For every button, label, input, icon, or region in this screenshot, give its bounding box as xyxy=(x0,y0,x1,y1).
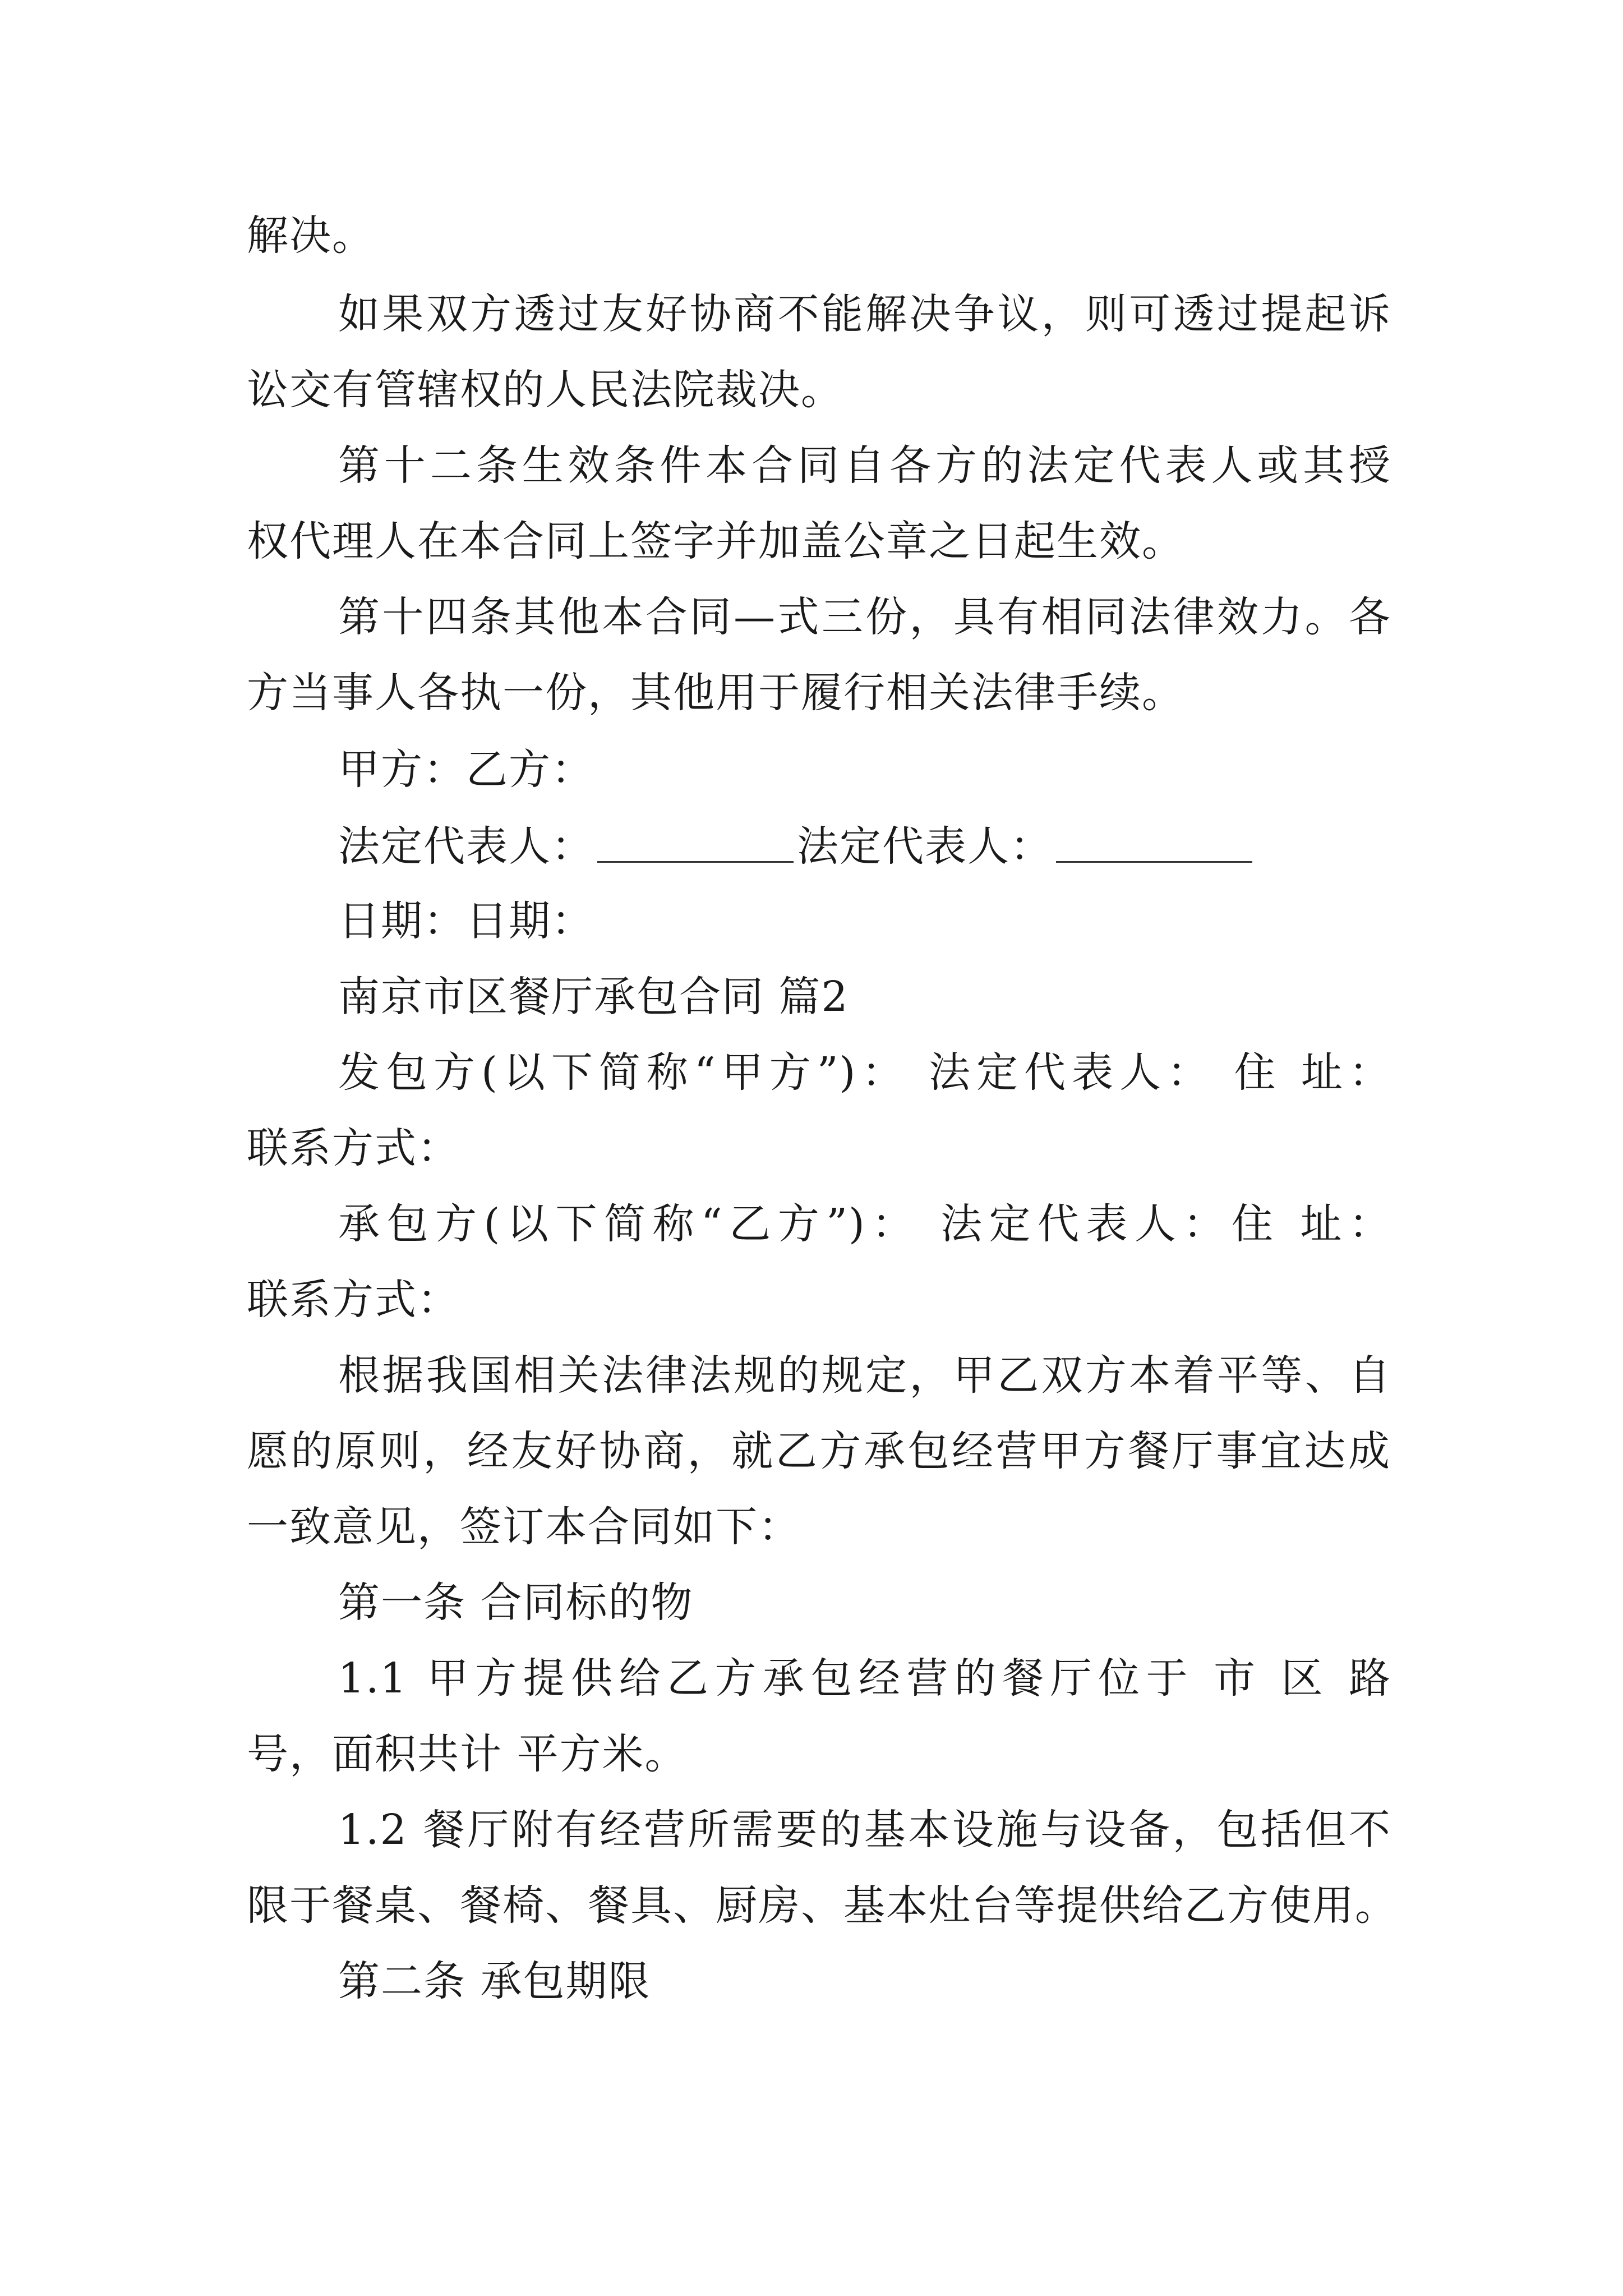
paragraph-line: 1.1 甲方提供给乙方承包经营的餐厅位于 市 区 路 xyxy=(338,1654,1391,1703)
article-heading: 第一条 合同标的物 xyxy=(338,1579,694,1627)
signature-parties-line: 甲方：乙方： xyxy=(338,746,594,794)
party-b-representative-blank xyxy=(1056,820,1252,863)
paragraph-line: 第十二条生效条件本合同自各方的法定代表人或其授 xyxy=(338,441,1391,490)
paragraph-line: 权代理人在本合同上签字并加盖公章之日起生效。 xyxy=(247,517,1184,565)
legal-representative-line xyxy=(338,817,1256,875)
paragraph-line: 讼交有管辖权的人民法院裁决。 xyxy=(247,366,843,414)
date-line: 日期：日期： xyxy=(338,897,594,945)
paragraph-line: 解决。 xyxy=(247,211,375,260)
party-a-representative-blank xyxy=(597,820,794,863)
paragraph-line: 方当事人各执一份，其他用于履行相关法律手续。 xyxy=(247,669,1184,717)
paragraph-line: 愿的原则，经友好协商，就乙方承包经营甲方餐厅事宜达成 xyxy=(247,1427,1391,1475)
party-b-representative-label: 法定代表人： xyxy=(797,822,1053,871)
paragraph-line: 第十四条其他本合同—式三份，具有相同法律效力。各 xyxy=(338,593,1391,641)
party-a-representative-label: 法定代表人： xyxy=(338,822,594,871)
paragraph-line: 发包方(以下简称“甲方”)： 法定代表人： 住 址： xyxy=(338,1048,1391,1097)
paragraph-line: 根据我国相关法律法规的规定，甲乙双方本着平等、自 xyxy=(338,1351,1391,1400)
article-heading: 第二条 承包期限 xyxy=(338,1957,651,2005)
paragraph-line: 一致意见，签订本合同如下： xyxy=(247,1503,801,1551)
paragraph-line: 号，面积共计 平方米。 xyxy=(247,1730,688,1778)
section-heading: 南京市区餐厅承包合同 篇2 xyxy=(338,973,849,1021)
paragraph-line: 联系方式： xyxy=(247,1276,460,1324)
paragraph-line: 联系方式： xyxy=(247,1124,460,1172)
paragraph-line: 限于餐桌、餐椅、餐具、厨房、基本灶台等提供给乙方使用。 xyxy=(247,1881,1398,1930)
paragraph-line: 1.2 餐厅附有经营所需要的基本设施与设备，包括但不 xyxy=(338,1806,1391,1854)
paragraph-line: 如果双方透过友好协商不能解决争议，则可透过提起诉 xyxy=(338,290,1391,338)
paragraph-line: 承包方(以下简称“乙方”)： 法定代表人：住 址： xyxy=(338,1200,1391,1248)
